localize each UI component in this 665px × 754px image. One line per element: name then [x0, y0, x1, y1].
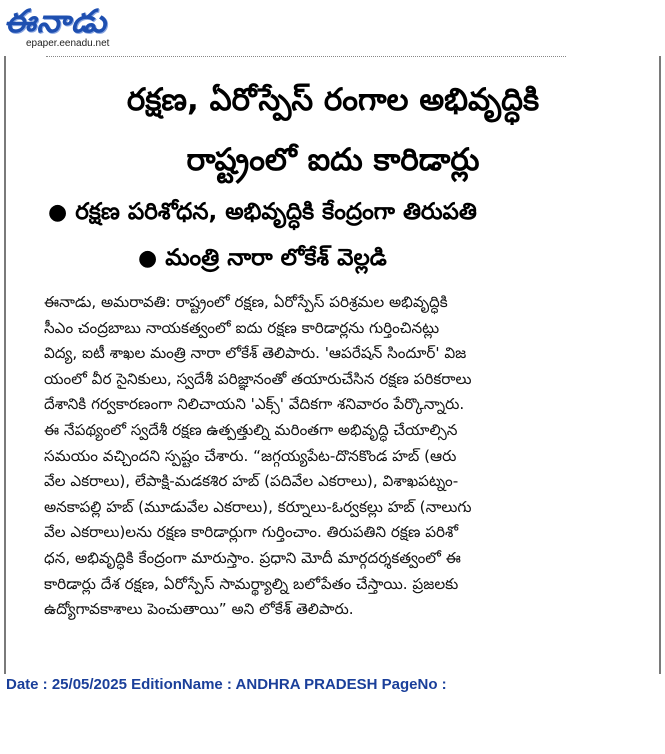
subhead-1 — [48, 196, 477, 229]
headline-line-1: రక్షణ, ఏరోస్పేస్ రంగాల అభివృద్ధికి — [126, 82, 540, 118]
article-clipping — [4, 56, 661, 674]
body-line: ఈనాడు, అమరావతి: రాష్ట్రంలో రక్షణ, ఏరోస్పేస్ పరిశ్రమల అభివృద్ధికి — [44, 293, 448, 311]
epaper-url: epaper.eenadu.net — [26, 38, 110, 49]
body-line: విద్య, ఐటీ శాఖల మంత్రి నారా లోకేశ్ తెలిపారు. 'ఆపరేషన్ సిందూర్' విజ — [44, 344, 467, 363]
edition-info: Date : 25/05/2025 EditionName : ANDHRA PRADESH PageNo : — [6, 676, 447, 693]
article-body — [44, 290, 654, 623]
eenadu-logo: ఈనాడు — [4, 2, 107, 40]
headline-line-2: రాష్ట్రంలో ఐదు కారిడార్లు — [186, 142, 480, 178]
body-line: అనకాపల్లి హబ్ (మూడువేల ఎకరాలు), కర్నూలు-ఓర్వకల్లు హబ్ (నాలుగు — [44, 497, 472, 516]
subhead-1-text: రక్షణ పరిశోధన, అభివృద్ధికి కేంద్రంగా తిరుపతి — [75, 199, 477, 225]
bullet-icon: ● — [138, 246, 158, 271]
body-line: యంలో వీర సైనికులు, స్వదేశీ పరిజ్ఞానంతో తయారుచేసిన రక్షణ పరికరాలు — [44, 369, 472, 388]
body-line: ధన, అభివృద్ధికి కేంద్రంగా మారుస్తాం. ప్రధాని మోదీ మార్గదర్శకత్వంలో ఈ — [44, 548, 461, 567]
subhead-2-text: మంత్రి నారా లోకేశ్ వెల్లడి — [165, 245, 387, 271]
body-line: వేల ఎకరాలు), లేపాక్షి-మడకశిర హబ్ (పదివేల ఎకరాలు), విశాఖపట్నం- — [44, 472, 459, 491]
masthead — [2, 2, 142, 54]
body-line: ఉద్యోగావకాశాలు పెంచుతాయి” అని లోకేశ్ తెలిపారు. — [44, 600, 354, 619]
body-line: సీఎం చంద్రబాబు నాయకత్వంలో ఐదు రక్షణ కారిడార్లను గుర్తించినట్లు — [44, 318, 440, 337]
clipping-cut-line — [46, 56, 566, 63]
body-line: సమయం వచ్చిందని స్పష్టం చేశారు. “జగ్గయ్యపేట-దొనకొండ హబ్ (ఆరు — [44, 446, 457, 465]
body-line: ఈ నేపథ్యంలో స్వదేశీ రక్షణ ఉత్పత్తుల్ని మరింతగా అభివృద్ధి చేయాల్సిన — [44, 420, 458, 439]
body-line: దేశానికి గర్వకారణంగా నిలిచాయని 'ఎక్స్' వేదికగా శనివారం పేర్కొన్నారు. — [44, 395, 465, 414]
bullet-icon: ● — [48, 200, 68, 225]
body-line: కారిడార్లు దేశ రక్షణ, ఏరోస్పేస్ సామర్థ్యాల్ని బలోపేతం చేస్తాయి. ప్రజలకు — [44, 574, 459, 593]
body-line: వేల ఎకరాలు)లను రక్షణ కారిడార్లుగా గుర్తించాం. తిరుపతిని రక్షణ పరిశో — [44, 523, 459, 542]
subhead-2 — [138, 242, 387, 275]
